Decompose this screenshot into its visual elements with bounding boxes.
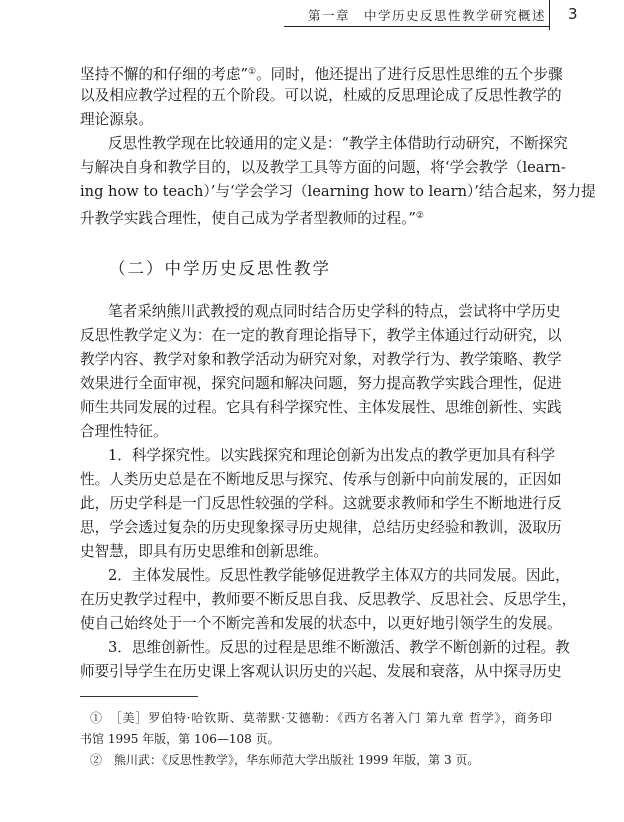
text-line: 教学内容、教学对象和教学活动为研究对象，对教学行为、教学策略、教学 bbox=[80, 351, 562, 368]
running-head-divider bbox=[549, 0, 550, 30]
text-line: 2．主体发展性。反思性教学能够促进教学主体双方的共同发展。因此， bbox=[108, 567, 570, 584]
footnote-ref-1[interactable]: ① bbox=[248, 67, 257, 77]
text-line: 师生共同发展的过程。它具有科学探究性、主体发展性、思维创新性、实践 bbox=[80, 399, 562, 416]
footnote-line: 书馆 1995 年版，第 106—108 页。 bbox=[80, 732, 280, 746]
text-line: 理论源泉。 bbox=[80, 111, 153, 128]
text-line: 3．思维创新性。反思的过程是思维不断激活、教学不断创新的过程。教 bbox=[108, 639, 570, 656]
text-line: 在历史教学过程中，教师要不断反思自我、反思教学、反思社会、反思学生， bbox=[80, 591, 577, 608]
text-line: 反思性教学现在比较通用的定义是：“教学主体借助行动研究，不断探究 bbox=[108, 135, 568, 152]
text-line: 此，历史学科是一门反思性较强的学科。这就要求教师和学生不断地进行反 bbox=[80, 495, 562, 512]
text-line: 使自己始终处于一个不断完善和发展的状态中，以更好地引领学生的发展。 bbox=[80, 615, 562, 632]
text-line: 反思性教学定义为：在一定的教育理论指导下，教学主体通过行动研究，以 bbox=[80, 327, 562, 344]
text-line: 师要引导学生在历史课上客观认识历史的兴起、发展和衰落，从中探寻历史 bbox=[80, 663, 562, 680]
footnote-2 bbox=[80, 750, 552, 771]
footnote-ref-2[interactable]: ② bbox=[415, 211, 424, 221]
paragraph-dewey-reflection bbox=[80, 60, 563, 132]
running-head-rule bbox=[284, 26, 550, 27]
text-line: 笔者采纳熊川武教授的观点同时结合历史学科的特点，尝试将中学历史 bbox=[108, 303, 561, 320]
running-head-title: 第一章 中学历史反思性教学研究概述 bbox=[307, 8, 546, 23]
text-line: 性。人类历史总是在不断地反思与探究、传承与创新中向前发展的，正因如 bbox=[80, 471, 562, 488]
paragraph-definition bbox=[80, 132, 596, 228]
paragraph-thinking-innovation bbox=[80, 636, 570, 684]
footnotes bbox=[80, 708, 552, 771]
text-line: 合理性特征。 bbox=[80, 423, 168, 440]
section-heading: （二）中学历史反思性教学 bbox=[109, 259, 331, 278]
paragraph-scientific-inquiry bbox=[80, 444, 562, 564]
footnote-1 bbox=[80, 708, 552, 750]
paragraph-history-definition bbox=[80, 300, 562, 444]
footnote-rule bbox=[80, 696, 198, 697]
text-line: 升教学实践合理性，使自己成为学者型教师的过程。”② bbox=[80, 210, 424, 227]
text-line: 1．科学探究性。以实践探究和理论创新为出发点的教学更加具有科学 bbox=[108, 447, 556, 464]
text-line: ing how to teach）’与‘学会学习（learning how to learn）’结合起来，努力提 bbox=[80, 183, 596, 200]
running-head bbox=[0, 0, 624, 30]
footnote-line: ① ［美］罗伯特·哈钦斯、莫蒂默·艾德勒：《西方名著入门 第九章 哲学》，商务印 bbox=[90, 711, 552, 725]
footnote-line: ② 熊川武：《反思性教学》，华东师范大学出版社 1999 年版，第 3 页。 bbox=[90, 753, 480, 767]
page-number: 3 bbox=[568, 5, 578, 23]
text-line: 效果进行全面审视，探究问题和解决问题，努力提高教学实践合理性，促进 bbox=[80, 375, 562, 392]
text-line: 与解决自身和教学目的，以及教学工具等方面的问题，将‘学会教学（learn- bbox=[80, 159, 566, 176]
text-line: 思，学会透过复杂的历史现象探寻历史规律，总结历史经验和教训，汲取历 bbox=[80, 519, 562, 536]
text-line: 史智慧，即具有历史思维和创新思维。 bbox=[80, 543, 329, 560]
text-line: 以及相应教学过程的五个阶段。可以说，杜威的反思理论成了反思性教学的 bbox=[80, 87, 562, 104]
paragraph-subject-development bbox=[80, 564, 577, 636]
text-line: 坚持不懈的和仔细的考虑”①。同时，他还提出了进行反思性思维的五个步骤 bbox=[80, 66, 563, 83]
